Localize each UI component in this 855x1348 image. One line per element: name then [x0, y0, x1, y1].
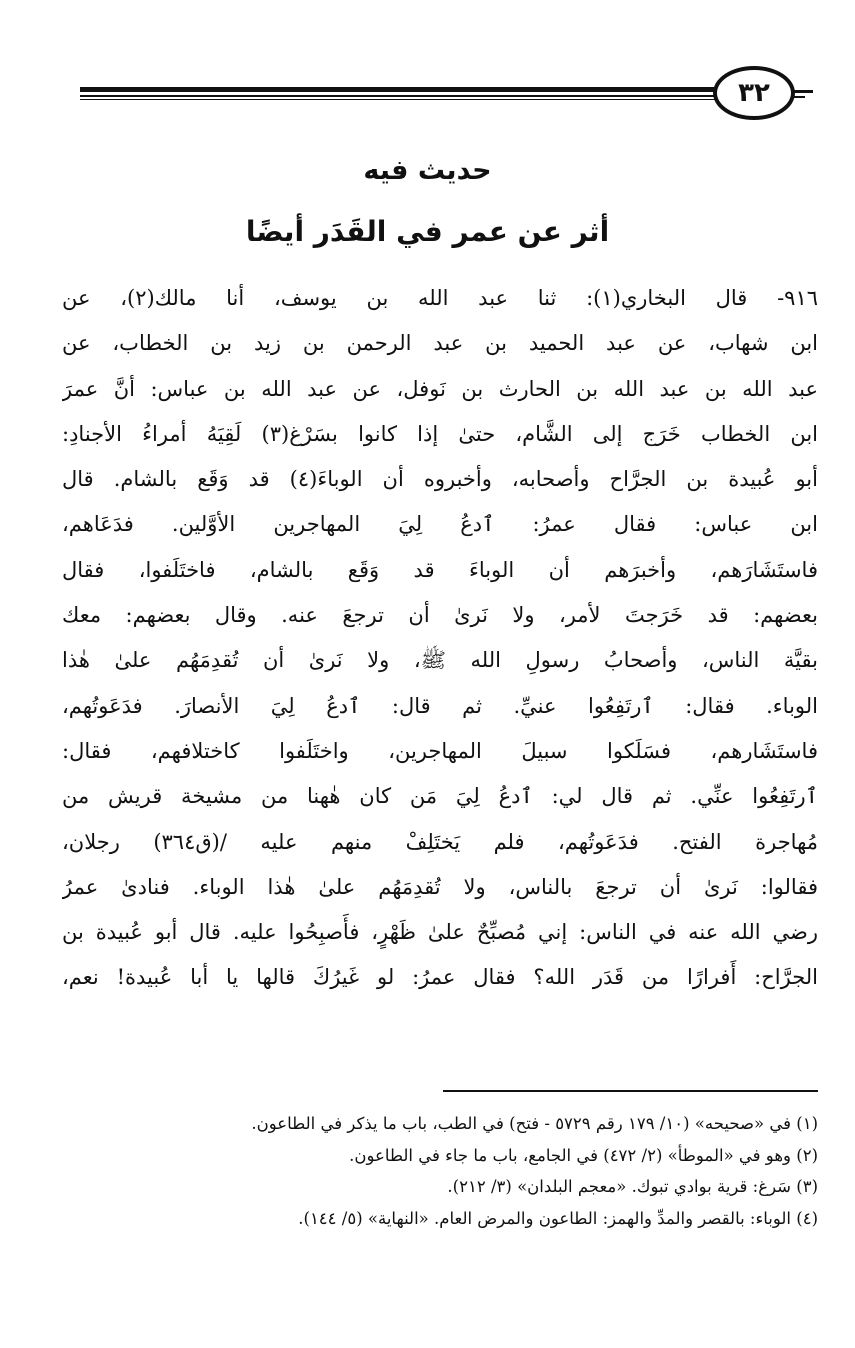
body-line: فقالوا: نَرىٰ أن ترجعَ بالناس، ولا تُقدِمَهُم علىٰ هٰذا الوباء. فنادىٰ عمرُ — [62, 874, 818, 899]
body-line: رضي الله عنه في الناس: إني مُصبِّحٌ علىٰ ظَهْرٍ، فأَصبِحُوا عليه. قال أبو عُبيدة بن — [62, 920, 818, 945]
body-line: ٱرتَفِعُوا عنِّي. ثم قال لي: ٱدعُ لِيَ مَن كان هٰهنا من مشيخة قريش من — [62, 784, 818, 809]
footnote: (٣) سَرغ: قرية بوادي تبوك. «معجم البلدان» (٣/ ٢١٢). — [447, 1177, 818, 1196]
body-line: بقيَّة الناس، وأصحابُ رسولِ الله ﷺ، ولا نَرىٰ أن تُقدِمَهُم علىٰ هٰذا — [62, 648, 818, 673]
footnote: (٢) وهو في «الموطأ» (٢/ ٤٧٢) في الجامع، باب ما جاء في الطاعون. — [349, 1145, 818, 1165]
page-number: ٣٢ — [738, 78, 770, 108]
footnotes — [62, 1108, 818, 1234]
body-line: فاستَشَارهم، فسَلَكوا سبيلَ المهاجرين، واختَلَفوا كاختلافهم، فقال: — [62, 738, 818, 763]
header-rule-tail-thin — [793, 96, 805, 98]
section-subheading: أثر عن عمر في القَدَر أيضًا — [245, 215, 610, 248]
header-rule-thick — [80, 87, 717, 92]
body-line: مُهاجرة الفتح. فدَعَوتُهم، فلم يَختَلِفْ منهم عليه /(ق٣٦٤) رجلان، — [62, 829, 818, 854]
body-text — [62, 276, 818, 1001]
body-line: الوباء. فقال: ٱرتَفِعُوا عنيِّ. ثم قال: ٱدعُ لِيَ الأنصارَ. فدَعَوتُهم، — [62, 693, 818, 718]
header-rule-medium — [80, 95, 717, 97]
footnote: (١) في «صحيحه» (١٠/ ١٧٩ رقم ٥٧٢٩ - فتح) في الطب، باب ما يذكر في الطاعون. — [251, 1114, 818, 1133]
body-line: فاستَشَارَهم، وأخبرَهم أن الوباءَ قد وَقَع بالشام، فاختَلَفوا، فقال — [62, 557, 818, 582]
body-line: الجرَّاح: أَفرارًا من قَدَر الله؟ فقال عمرُ: لو غَيرُكَ قالها يا أبا عُبيدة! نعم، — [62, 965, 818, 990]
header-rule-thin — [80, 99, 717, 100]
body-line: ابن عباس: فقال عمرُ: ٱدعُ لِيَ المهاجرين الأوَّلين. فدَعَاهم، — [62, 512, 818, 537]
footnote-divider — [443, 1090, 818, 1092]
body-line: بعضهم: قد خَرَجتَ لأمر، ولا نَرىٰ أن ترجعَ عنه. وقال بعضهم: معك — [62, 603, 818, 628]
page-header — [0, 0, 855, 130]
body-line: ابن الخطاب خَرَج إلى الشَّام، حتىٰ إذا كانوا بسَرْغ(٣) لَقِيَهُ أمراءُ الأجنادِ: — [62, 421, 818, 446]
footnote: (٤) الوباء: بالقصر والمدِّ والهمز: الطاعون والمرض العام. «النهاية» (٥/ ١٤٤). — [298, 1208, 818, 1228]
section-heading: حديث فيه — [363, 155, 492, 186]
body-line: ابن شهاب، عن عبد الحميد بن عبد الرحمن بن زيد بن الخطاب، عن — [62, 331, 818, 356]
header-rule-tail — [793, 90, 813, 93]
body-line: ٩١٦- قال البخاري(١): ثنا عبد الله بن يوسف، أنا مالك(٢)، عن — [62, 286, 818, 310]
body-line: عبد الله بن عبد الله بن الحارث بن نَوفل، عن عبد الله بن عباس: أنَّ عمرَ — [62, 376, 818, 401]
body-line: أبو عُبيدة بن الجرَّاح وأصحابه، وأخبروه أن الوباءَ(٤) قد وَقَع بالشام. قال — [62, 467, 818, 492]
page-number-badge — [713, 66, 795, 120]
